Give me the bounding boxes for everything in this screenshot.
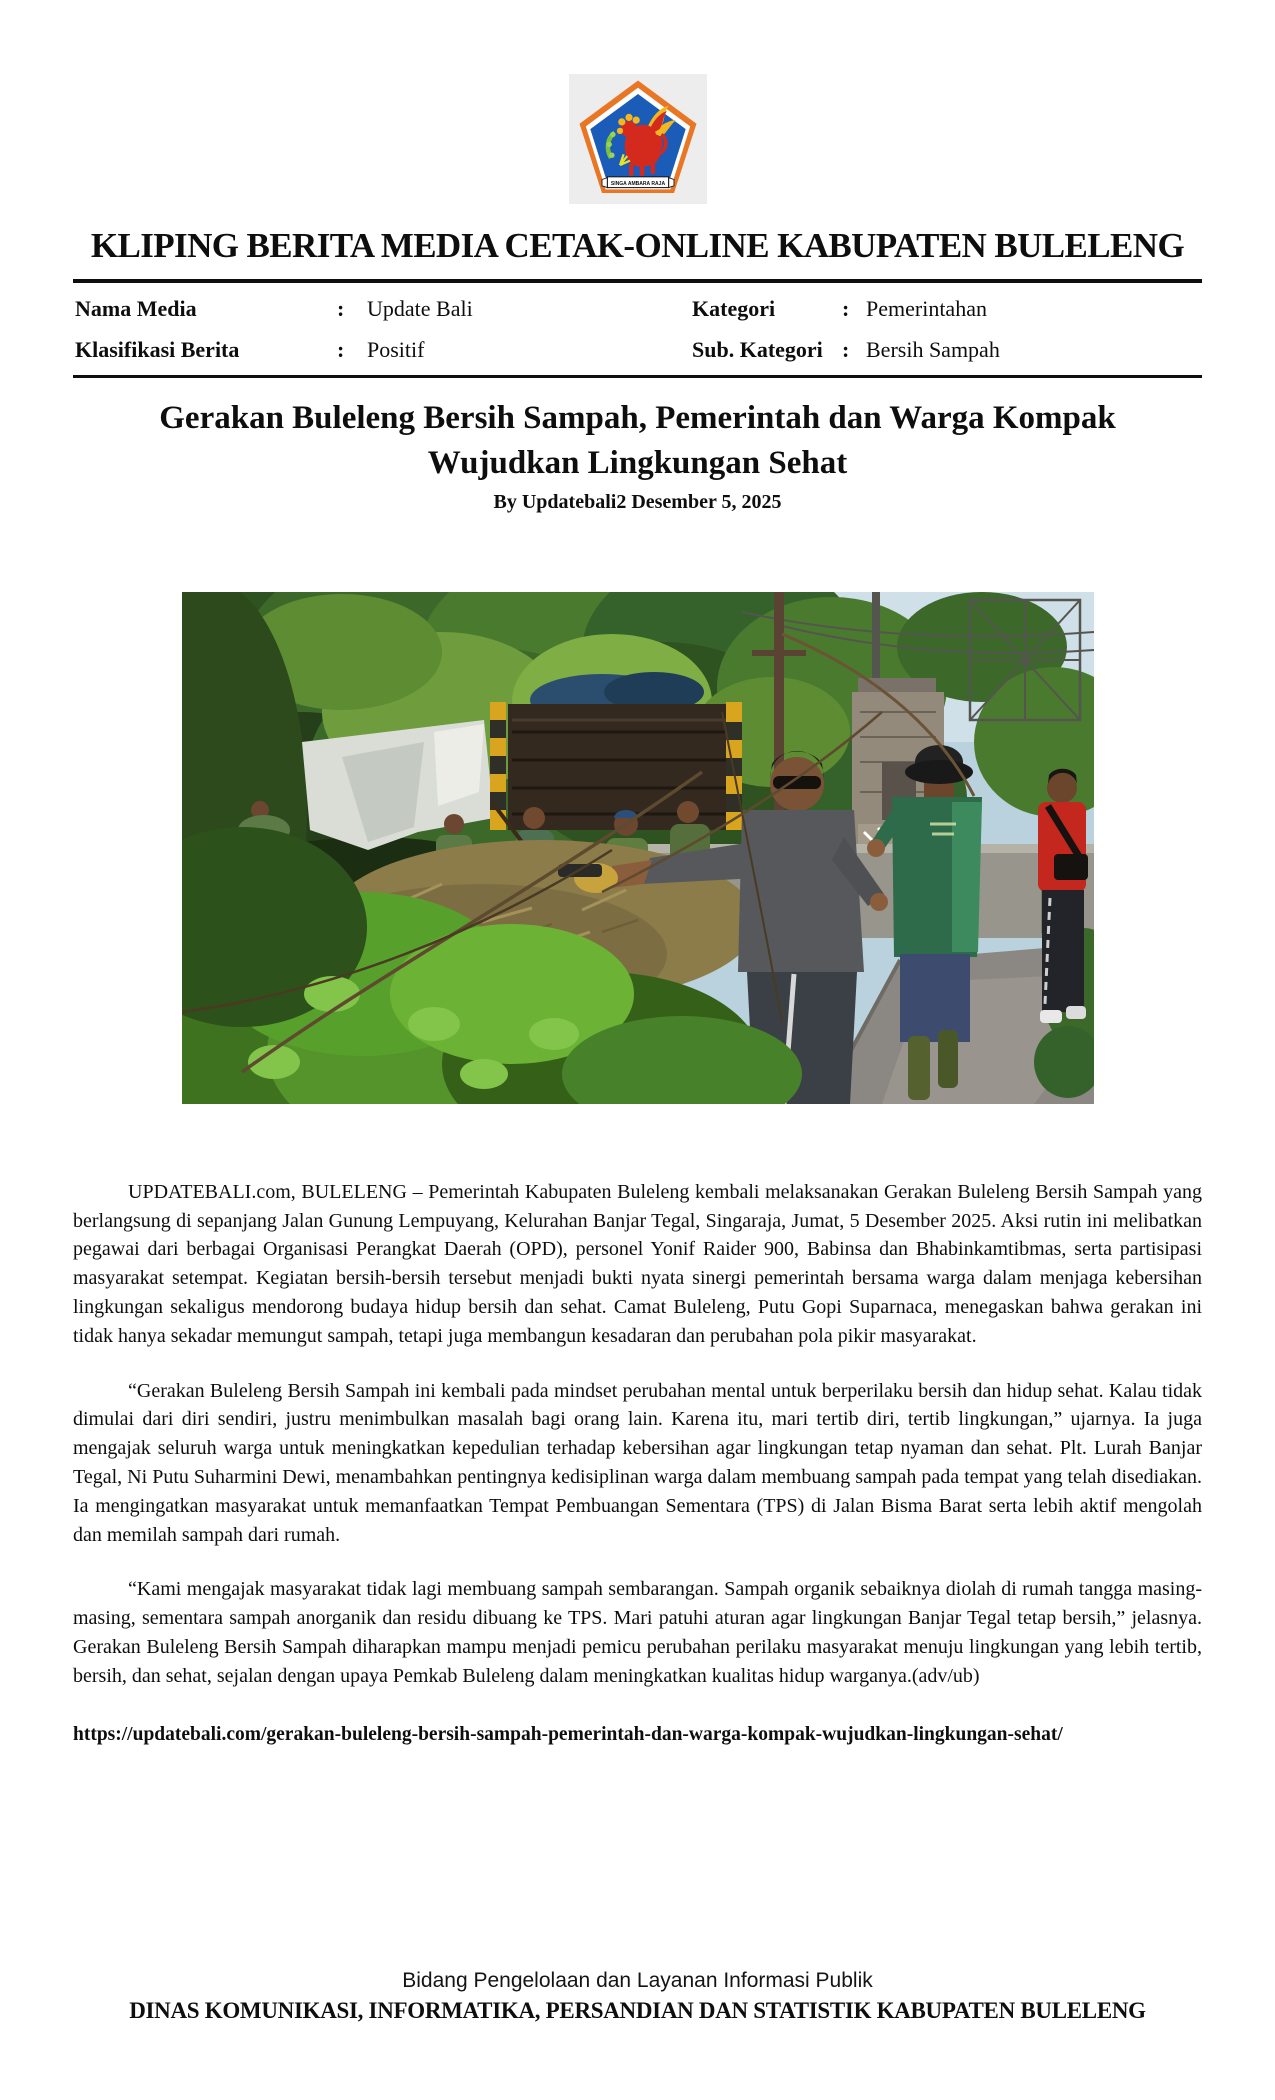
- article-photo: [182, 592, 1094, 1104]
- meta-colon: :: [337, 337, 345, 362]
- article-paragraph-1: UPDATEBALI.com, BULELENG – Pemerintah Kabupaten Buleleng kembali melaksanakan Gerakan Buleleng Bersih Sampah yang berlangsung di sepanjang Jalan Gunung Lempuyang, Kelurahan Banjar Tegal, Singaraja, Jumat, 5 Desember 2025. Aksi rutin ini melibatkan pegawai dari berbagai Organisasi Perangkat Daerah (OPD), personel Yonif Raider 900, Babinsa dan Bhabinkamtibmas, serta partisipasi masyarakat setempat. Kegiatan bersih-bersih tersebut menjadi bukti nyata sinergi pemerintah bersama warga dalam menjaga kebersihan lingkungan sekaligus mendorong budaya hidup bersih dan sehat. Camat Buleleng, Putu Gopi Suparnaca, menegaskan bahwa gerakan ini tidak hanya sekadar memungut sampah, tetapi juga membangun kesadaran dan perubahan pola pikir masyarakat.: [73, 1180, 1202, 1347]
- meta-colon: :: [337, 296, 345, 321]
- meta-label-kategori: Kategori: [692, 296, 776, 321]
- striped-pole-right: [726, 702, 742, 830]
- meta-colon: :: [842, 296, 850, 321]
- meta-value-sub-kategori: Bersih Sampah: [866, 337, 1000, 362]
- photo-man-red-shirt: [1038, 769, 1088, 1023]
- meta-label-nama-media: Nama Media: [75, 296, 197, 321]
- meta-row-1: [73, 283, 1202, 324]
- footer-agency: DINAS KOMUNIKASI, INFORMATIKA, PERSANDIAN DAN STATISTIK KABUPATEN BULELENG: [129, 1998, 1146, 2023]
- meta-value-nama-media: Update Bali: [367, 296, 473, 321]
- photo-wrap: [73, 592, 1202, 1104]
- meta-colon: :: [842, 337, 850, 362]
- article-byline: By Updatebali2 Desember 5, 2025: [493, 490, 782, 513]
- meta-value-klasifikasi: Positif: [367, 337, 425, 362]
- meta-label-klasifikasi: Klasifikasi Berita: [75, 337, 240, 362]
- footer-division: Bidang Pengelolaan dan Layanan Informasi Publik: [402, 1969, 873, 1992]
- meta-label-sub-kategori: Sub. Kategori: [692, 337, 823, 362]
- seal-banner-text: SINGA AMBARA RAJA: [610, 180, 665, 187]
- article-title-line2: Wujudkan Lingkungan Sehat: [427, 444, 848, 481]
- source-url-link[interactable]: https://updatebali.com/gerakan-buleleng-bersih-sampah-pemerintah-dan-warga-kompak-wujudkan-lingkungan-sehat/: [73, 1723, 1063, 1745]
- header-divider-bottom: [73, 375, 1202, 378]
- page-footer: [0, 1969, 1275, 2024]
- regency-seal-icon: [575, 78, 701, 200]
- logo-row: [73, 0, 1202, 204]
- clipping-header-title: KLIPING BERITA MEDIA CETAK-ONLINE KABUPATEN BULELENG: [90, 226, 1185, 265]
- meta-row-2: [73, 324, 1202, 365]
- article-paragraph-2: “Gerakan Buleleng Bersih Sampah ini kembali pada mindset perubahan mental untuk berperilaku bersih dan hidup sehat. Kalau tidak dimulai dari diri sendiri, justru menimbulkan masalah bagi orang lain. Karena itu, mari tertib diri, tertib lingkungan,” ujarnya. Ia juga mengajak seluruh warga untuk meningkatkan kepedulian terhadap kebersihan agar lingkungan tetap nyaman dan sehat. Plt. Lurah Banjar Tegal, Ni Putu Suharmini Dewi, menambahkan pentingnya kedisiplinan warga dalam membuang sampah pada tempat yang telah disediakan. Ia mengingatkan masyarakat untuk memanfaatkan Tempat Pembuangan Sementara (TPS) di Jalan Bisma Barat serta lebih aktif mengolah dan memilah sampah dari rumah.: [73, 1379, 1202, 1546]
- buleleng-regency-seal: [569, 74, 707, 204]
- article-paragraph-3: “Kami mengajak masyarakat tidak lagi membuang sampah sembarangan. Sampah organik sebaiknya diolah di rumah tangga masing-masing, sementara sampah anorganik dan residu dibuang ke TPS. Mari patuhi aturan agar lingkungan Banjar Tegal tetap bersih,” jelasnya. Gerakan Buleleng Bersih Sampah diharapkan mampu menjadi pemicu perubahan perilaku masyarakat menuju lingkungan yang lebih tertib, bersih, dan sehat, sejalan dengan upaya Pemkab Buleleng dalam meningkatkan kualitas hidup warganya.(adv/ub): [73, 1578, 1202, 1687]
- meta-value-kategori: Pemerintahan: [866, 296, 987, 321]
- article-title-line1: Gerakan Buleleng Bersih Sampah, Pemerintah dan Warga Kompak: [159, 400, 1116, 436]
- article-body: [73, 1178, 1202, 1749]
- seal-banner: [602, 177, 674, 188]
- article-title: [73, 396, 1202, 486]
